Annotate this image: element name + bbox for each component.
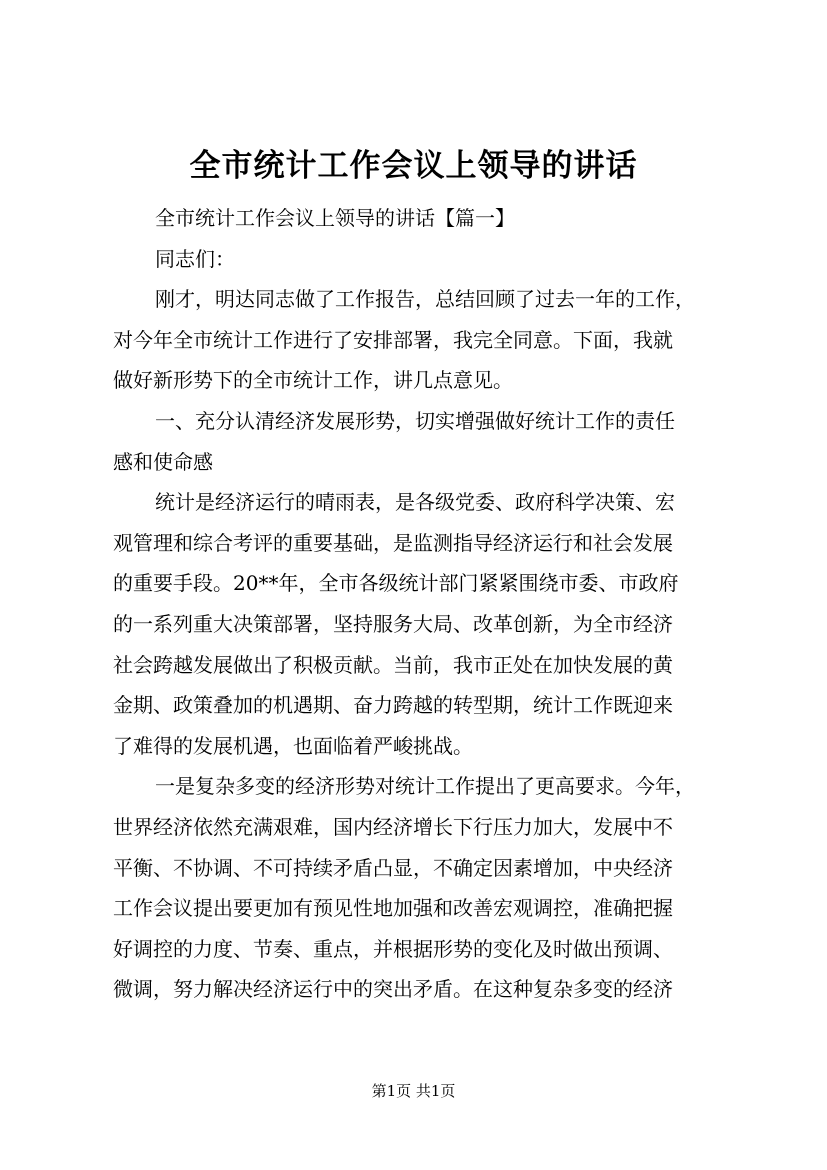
paragraph-line: 的一系列重大决策部署，坚持服务大局、改革创新，为全市经济 [113,611,673,636]
paragraph-line: 统计是经济运行的晴雨表，是各级党委、政府科学决策、宏 [155,490,675,515]
paragraph-line: 了难得的发展机遇，也面临着严峻挑战。 [113,733,473,758]
paragraph-line: 社会跨越发展做出了积极贡献。当前，我市正处在加快发展的黄 [113,652,673,677]
paragraph-line: 世界经济依然充满艰难，国内经济增长下行压力加大，发展中不 [113,814,673,839]
paragraph-line: 好调控的力度、节奏、重点，并根据形势的变化及时做出预调、 [113,936,673,961]
paragraph-line: 的重要手段。20**年，全市各级统计部门紧紧围绕市委、市政府 [113,571,679,596]
paragraph-line: 对今年全市统计工作进行了安排部署，我完全同意。下面，我就 [113,327,673,352]
paragraph-line: 平衡、不协调、不可持续矛盾凸显，不确定因素增加，中央经济 [113,855,673,880]
paragraph-line: 金期、政策叠加的机遇期、奋力跨越的转型期，统计工作既迎来 [113,693,673,718]
subheading-line: 一、充分认清经济发展形势，切实增强做好统计工作的责任 [155,408,675,433]
page-footer: 第1页 共1页 [371,1082,456,1100]
subheading-line: 感和使命感 [113,449,213,474]
paragraph-line: 做好新形势下的全市统计工作，讲几点意见。 [113,368,513,393]
paragraph-line: 观管理和综合考评的重要基础，是监测指导经济运行和社会发展 [113,530,673,555]
document-title: 全市统计工作会议上领导的讲话 [189,148,638,184]
section-heading: 全市统计工作会议上领导的讲话【篇一】 [155,206,515,230]
document-body [113,198,721,1010]
paragraph-line: 微调，努力解决经济运行中的突出矛盾。在这种复杂多变的经济 [113,977,673,1002]
paragraph-line: 一是复杂多变的经济形势对统计工作提出了更高要求。今年， [155,774,695,799]
paragraph-line: 刚才，明达同志做了工作报告，总结回顾了过去一年的工作， [155,287,695,312]
salutation: 同志们： [155,246,235,271]
paragraph-line: 工作会议提出要更加有预见性地加强和改善宏观调控，准确把握 [113,896,673,921]
